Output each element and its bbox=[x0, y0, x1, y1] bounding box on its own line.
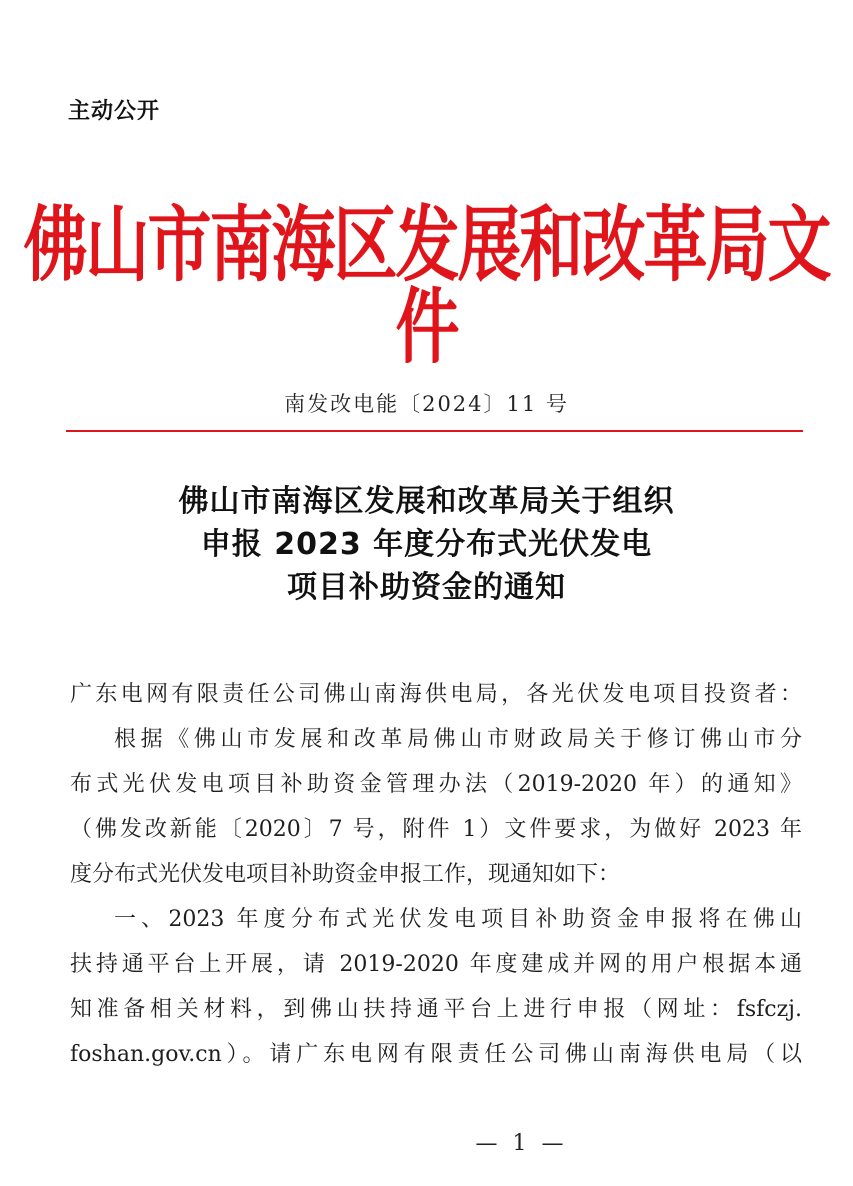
addressee-line: 广东电网有限责任公司佛山南海供电局，各光伏发电项目投资者： bbox=[70, 682, 802, 707]
body-line: 扶持通平台上开展，请 2019-2020 年度建成并网的用户根据本通 bbox=[70, 952, 802, 977]
body-line: 知准备相关材料，到佛山扶持通平台上进行申报（网址：fsfczj. bbox=[70, 997, 802, 1022]
body-line: 根据《佛山市发展和改革局佛山市财政局关于修订佛山市分 bbox=[114, 727, 802, 752]
body-line: foshan.gov.cn）。请广东电网有限责任公司佛山南海供电局（以 bbox=[70, 1042, 802, 1067]
body-line: 一、2023 年度分布式光伏发电项目补助资金申报将在佛山 bbox=[114, 907, 802, 932]
disclosure-label: 主动公开 bbox=[68, 99, 161, 124]
notice-body bbox=[70, 672, 802, 1077]
body-line: 布式光伏发电项目补助资金管理办法（2019-2020 年）的通知》 bbox=[70, 772, 802, 797]
page-number: — 1 — bbox=[475, 1131, 568, 1156]
document-number: 南发改电能〔2024〕11 号 bbox=[284, 392, 569, 416]
body-line: （佛发改新能〔2020〕7 号，附件 1）文件要求，为做好 2023 年 bbox=[70, 817, 802, 842]
notice-title-line: 项目补助资金的通知 bbox=[287, 570, 566, 605]
notice-title bbox=[0, 480, 853, 609]
red-divider-line bbox=[66, 430, 803, 432]
notice-title-line: 申报 2023 年度分布式光伏发电 bbox=[200, 527, 653, 562]
notice-title-line: 佛山市南海区发展和改革局关于组织 bbox=[178, 484, 675, 519]
body-line: 度分布式光伏发电项目补助资金申报工作，现通知如下： bbox=[70, 862, 621, 887]
document-masthead: 佛山市南海区发展和改革局文件 bbox=[23, 198, 830, 376]
